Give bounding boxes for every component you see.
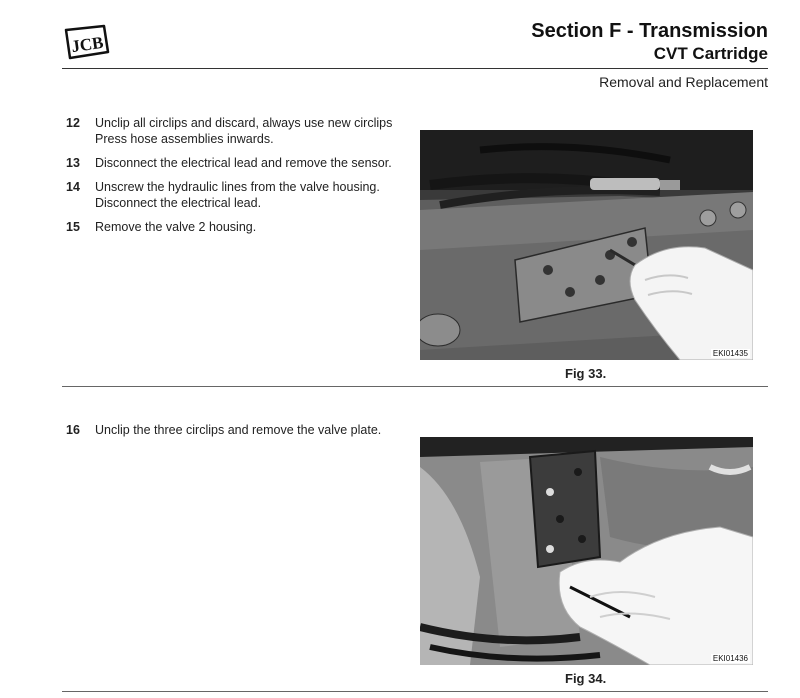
section-subtitle: CVT Cartridge <box>653 44 768 63</box>
step-number: 12 <box>66 116 80 130</box>
step-number: 13 <box>66 156 80 170</box>
step-item <box>66 155 406 171</box>
step-item <box>66 219 406 235</box>
header-divider <box>62 68 768 69</box>
step-number: 14 <box>66 180 80 194</box>
subsection-title: Removal and Replacement <box>599 74 768 90</box>
step-text: Unclip all circlips and discard, always use new circlips Press hose assemblies inwards. <box>95 116 393 146</box>
figure-caption: Fig 33. <box>565 366 607 381</box>
section-divider <box>62 386 768 387</box>
section-title: Section F - Transmission <box>531 20 768 42</box>
step-number: 16 <box>66 423 80 437</box>
step-item <box>66 422 406 438</box>
step-text: Unscrew the hydraulic lines from the valve housing. Disconnect the electrical lead. <box>95 180 380 210</box>
figure-34-photo <box>420 437 753 665</box>
step-item <box>66 115 406 147</box>
step-number: 15 <box>66 220 80 234</box>
footer-divider <box>62 691 768 692</box>
figure-caption: Fig 34. <box>565 671 607 686</box>
step-text: Remove the valve 2 housing. <box>95 220 257 234</box>
svg-text:JCB: JCB <box>70 32 105 57</box>
figure-33-photo <box>420 130 753 360</box>
figure-code: EKI01435 <box>712 349 748 358</box>
step-text: Unclip the three circlips and remove the valve plate. <box>95 423 382 437</box>
step-item <box>66 179 406 211</box>
jcb-logo <box>62 24 110 60</box>
figure-code: EKI01436 <box>712 654 748 663</box>
step-text: Disconnect the electrical lead and remove the sensor. <box>95 156 392 170</box>
steps-list-bottom <box>66 422 406 446</box>
page-title-block <box>531 19 768 64</box>
steps-list-top <box>66 115 406 243</box>
